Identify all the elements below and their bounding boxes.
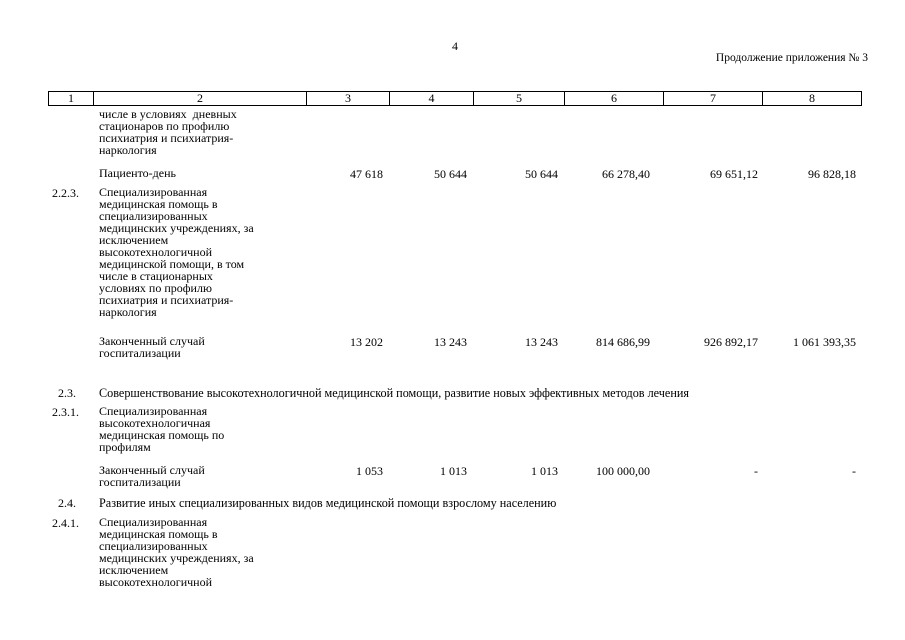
row-description: Специализированная медицинская помощь в специализированных медицинских учреждениях, за исключением высокотехнологичной xyxy=(99,515,254,589)
header-col-1: 1 xyxy=(68,91,74,105)
header-col-3: 3 xyxy=(345,91,351,105)
row-col4-value: 1 013 xyxy=(440,464,467,478)
header-col-2: 2 xyxy=(197,91,203,105)
row-col4-value: 13 243 xyxy=(434,335,467,349)
row-col5-value: 50 644 xyxy=(525,167,558,181)
row-col4-value: 50 644 xyxy=(434,167,467,181)
continuation-note: Продолжение приложения № 3 xyxy=(715,52,868,64)
row-code: 2.4.1. xyxy=(52,516,79,530)
row-description: Специализированная высокотехнологичная медицинская помощь по профилям xyxy=(99,404,225,454)
row-col5-value: 13 243 xyxy=(525,335,558,349)
page-number: 4 xyxy=(452,39,458,53)
section-code: 2.4. xyxy=(58,496,76,510)
header-col-8: 8 xyxy=(809,91,815,105)
section-code: 2.3. xyxy=(58,386,76,400)
row-code: 2.2.3. xyxy=(52,186,79,200)
row-col6-value: 814 686,99 xyxy=(596,335,650,349)
row-col8-value: 96 828,18 xyxy=(808,167,856,181)
section-title: Совершенствование высокотехнологичной медицинской помощи, развитие новых эффективных методов лечения xyxy=(99,386,689,400)
table-header xyxy=(48,91,862,106)
section-title: Развитие иных специализированных видов медицинской помощи взрослому населению xyxy=(99,496,557,510)
row-unit: Законченный случай госпитализации xyxy=(99,334,205,360)
row-col8-value: 1 061 393,35 xyxy=(793,335,856,349)
row-col3-value: 47 618 xyxy=(350,167,383,181)
row-description: числе в условиях дневных стационаров по профилю психиатрия и психиатрия- наркология xyxy=(99,107,237,157)
row-col7-value: 69 651,12 xyxy=(710,167,758,181)
header-col-4: 4 xyxy=(428,91,435,105)
row-unit: Законченный случай госпитализации xyxy=(99,463,205,489)
row-description: Специализированная медицинская помощь в специализированных медицинских учреждениях, за исключением высокотехнологичной медицинской помощи, в том числе в стационарных условиях по профилю психиатрия и психиатрия- наркология xyxy=(99,185,254,319)
row-col7-value: 926 892,17 xyxy=(704,335,758,349)
row-unit: Пациенто-день xyxy=(99,166,176,180)
header-col-6: 6 xyxy=(611,91,617,105)
row-col5-value: 1 013 xyxy=(531,464,558,478)
row-col6-value: 100 000,00 xyxy=(596,464,650,478)
header-col-7: 7 xyxy=(710,91,716,105)
row-col3-value: 1 053 xyxy=(356,464,383,478)
row-code: 2.3.1. xyxy=(52,405,79,419)
row-col3-value: 13 202 xyxy=(350,335,383,349)
row-col6-value: 66 278,40 xyxy=(602,167,650,181)
header-col-5: 5 xyxy=(516,91,522,105)
row-col7-value: - xyxy=(754,464,758,478)
row-col8-value: - xyxy=(852,464,856,478)
